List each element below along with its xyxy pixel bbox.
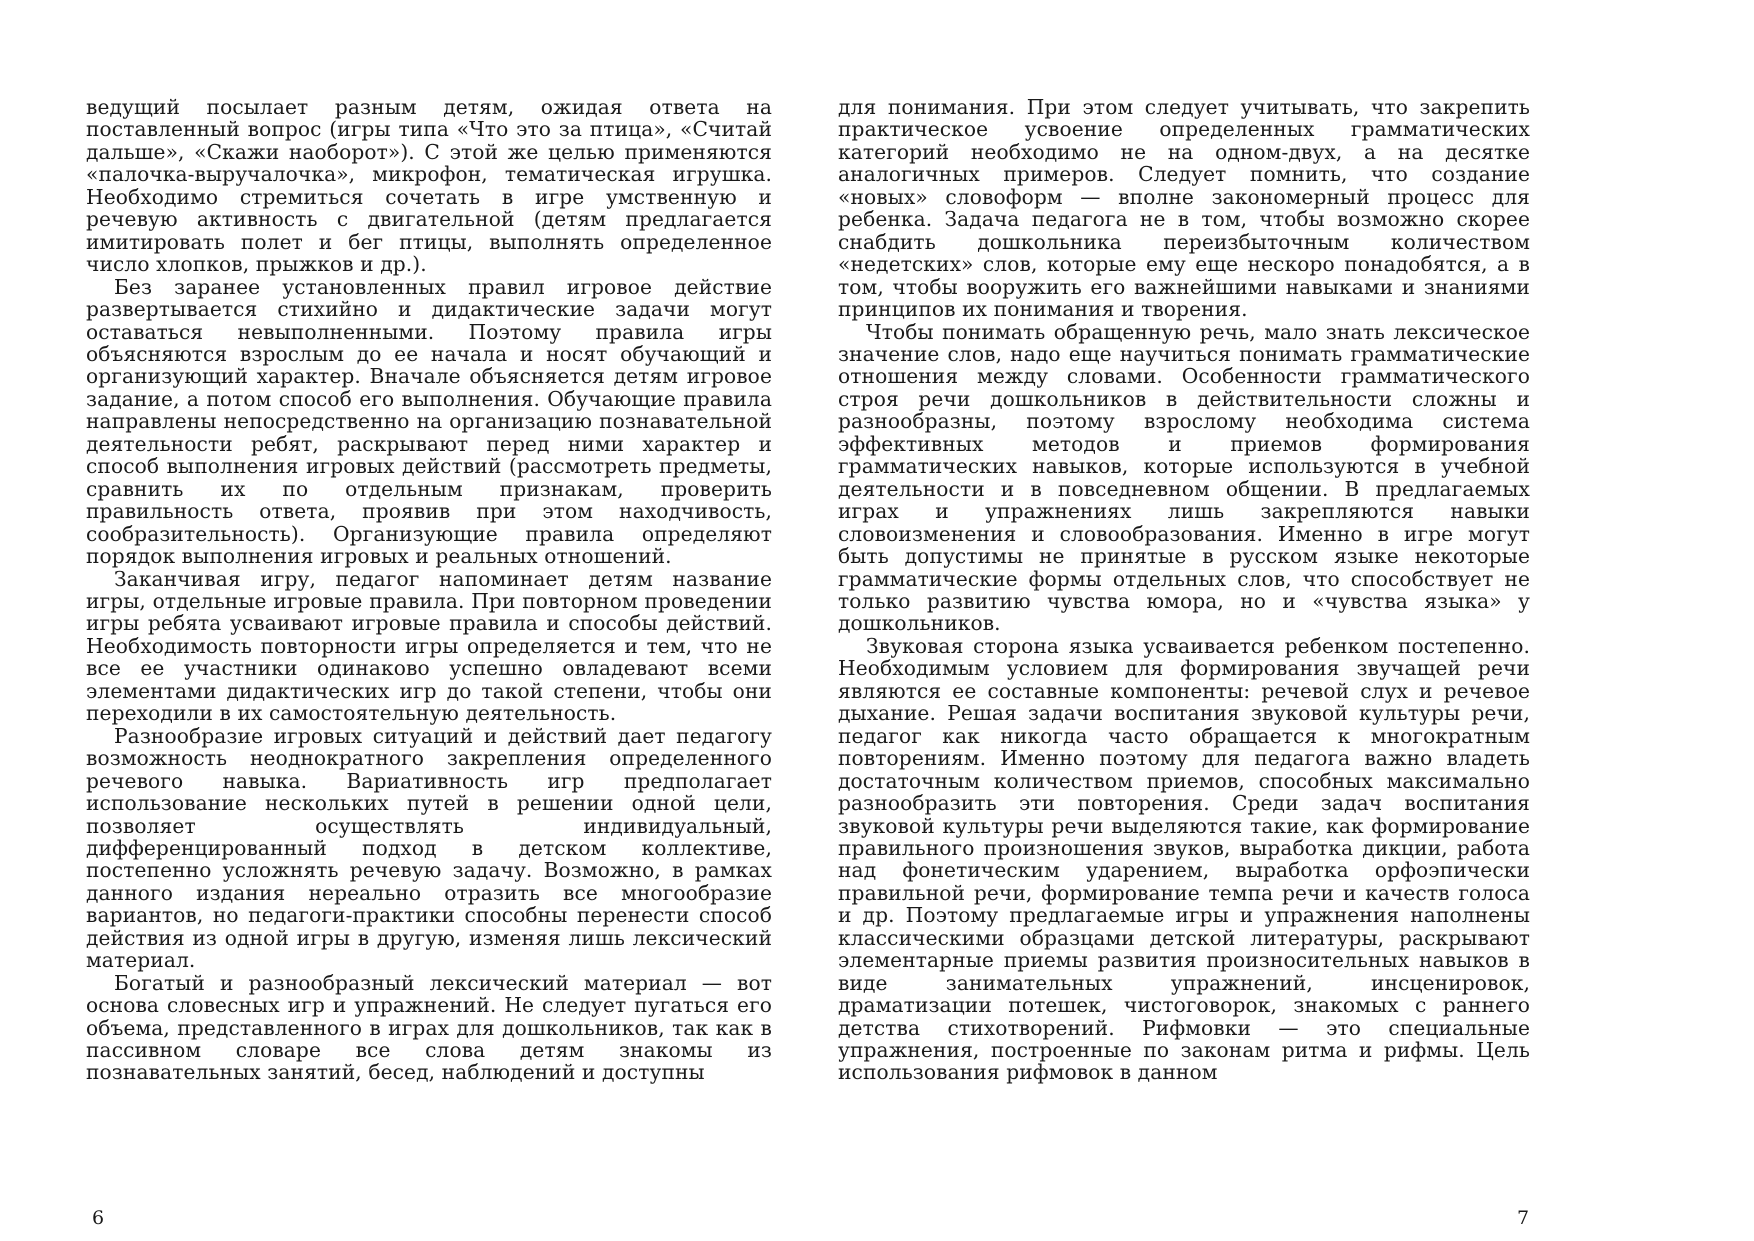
- left-page-text: [86, 96, 772, 1084]
- page-number: 7: [1517, 1207, 1530, 1229]
- paragraph: Чтобы понимать обращенную речь, мало знать лексическое значение слов, надо еще научиться понимать грамматические отношения между словами. Особенности грамматического строя речи дошкольников в действительности сложны и разнообразны, поэтому взрослому необходима система эффективных методов и приемов формирования грамматических навыков, которые используются в учебной деятельности и в повседневном общении. В предлагаемых играх и упражнениях лишь закрепляются навыки словоизменения и словообразования. Именно в игре могут быть допустимы не принятые в русском языке некоторые грамматические формы отдельных слов, что способствует не только развитию чувства юмора, но и «чувства языка» у дошкольников.: [838, 319, 1530, 636]
- right-page: [838, 0, 1754, 1241]
- paragraph: Звуковая сторона языка усваивается ребенком постепенно. Необходимым условием для формирования звучащей речи являются ее составные компоненты: речевой слух и речевое дыхание. Решая задачи воспитания звуковой культуры речи, педагог как никогда часто обращается к многократным повторениям. Именно поэтому для педагога важно владеть достаточным количеством приемов, способных максимально разнообразить эти повторения. Среди задач воспитания звуковой культуры речи выделяются такие, как формирование правильного произношения звуков, выработка дикции, работа над фонетическим ударением, выработка орфоэпически правильной речи, формирование темпа речи и качеств голоса и др. Поэтому предлагаемые игры и упражнения наполнены классическими образцами детской литературы, раскрывают элементарные приемы развития произносительных навыков в виде занимательных упражнений, инсценировок, драматизации потешек, чистоговорок, знакомых с раннего детства стихотворений. Рифмовки — это специальные упражнения, построенные по законам ритма и рифмы. Цель использования рифмовок в данном: [838, 633, 1530, 1085]
- paragraph: Заканчивая игру, педагог напоминает детям название игры, отдельные игровые правила. При повторном проведении игры ребята усваивают игровые правила и способы действий. Необходимость повторности игры определяется и тем, что не все ее участники одинаково успешно овладевают всеми элементами дидактических игр до такой степени, чтобы они переходили в их самостоятельную деятельность.: [86, 566, 772, 726]
- paragraph: Богатый и разнообразный лексический материал — вот основа словесных игр и упражнений. Не следует пугаться его объема, представленного в играх для дошкольников, так как в пассивном словаре все слова детям знакомы из познавательных занятий, бесед, наблюдений и доступны: [86, 970, 772, 1085]
- paragraph: ведущий посылает разным детям, ожидая ответа на поставленный вопрос (игры типа «Что это за птица», «Считай дальше», «Скажи наоборот»). С этой же целью применяются «палочка-выручалочка», микрофон, тематическая игрушка. Необходимо стремиться сочетать в игре умственную и речевую активность с двигательной (детям предлагается имитировать полет и бег птицы, выполнять определенное число хлопков, прыжков и др.).: [86, 95, 772, 277]
- paragraph: Без заранее установленных правил игровое действие развертывается стихийно и дидактические задачи могут оставаться невыполненными. Поэтому правила игры объясняются взрослым до ее начала и носят обучающий и организующий характер. Вначале объясняется детям игровое задание, а потом способ его выполнения. Обучающие правила направлены непосредственно на организацию познавательной деятельности ребят, раскрывают перед ними характер и способ выполнения игровых действий (рассмотреть предметы, сравнить их по отдельным признакам, проверить правильность ответа, проявив при этом находчивость, сообразительность). Организующие правила определяют порядок выполнения игровых и реальных отношений.: [86, 274, 772, 569]
- page-number: 6: [92, 1207, 105, 1229]
- right-page-text: [838, 96, 1530, 1084]
- paragraph: для понимания. При этом следует учитывать, что закрепить практическое усвоение определенных грамматических категорий необходимо не на одном-двух, а на десятке аналогичных примеров. Следует помнить, что создание «новых» словоформ — вполне закономерный процесс для ребенка. Задача педагога не в том, чтобы возможно скорее снабдить дошкольника переизбыточным количеством «недетских» слов, которые ему еще нескоро понадобятся, а в том, чтобы вооружить его важнейшими навыками и знаниями принципов их понимания и творения.: [838, 95, 1530, 322]
- paragraph: Разнообразие игровых ситуаций и действий дает педагогу возможность неоднократного закрепления определенного речевого навыка. Вариативность игр предполагает использование нескольких путей в решении одной цели, позволяет осуществлять индивидуальный, дифференцированный подход в детском коллективе, постепенно усложнять речевую задачу. Возможно, в рамках данного издания нереально отразить все многообразие вариантов, но педагоги-практики способны перенести способ действия из одной игры в другую, изменяя лишь лексический материал.: [86, 723, 772, 973]
